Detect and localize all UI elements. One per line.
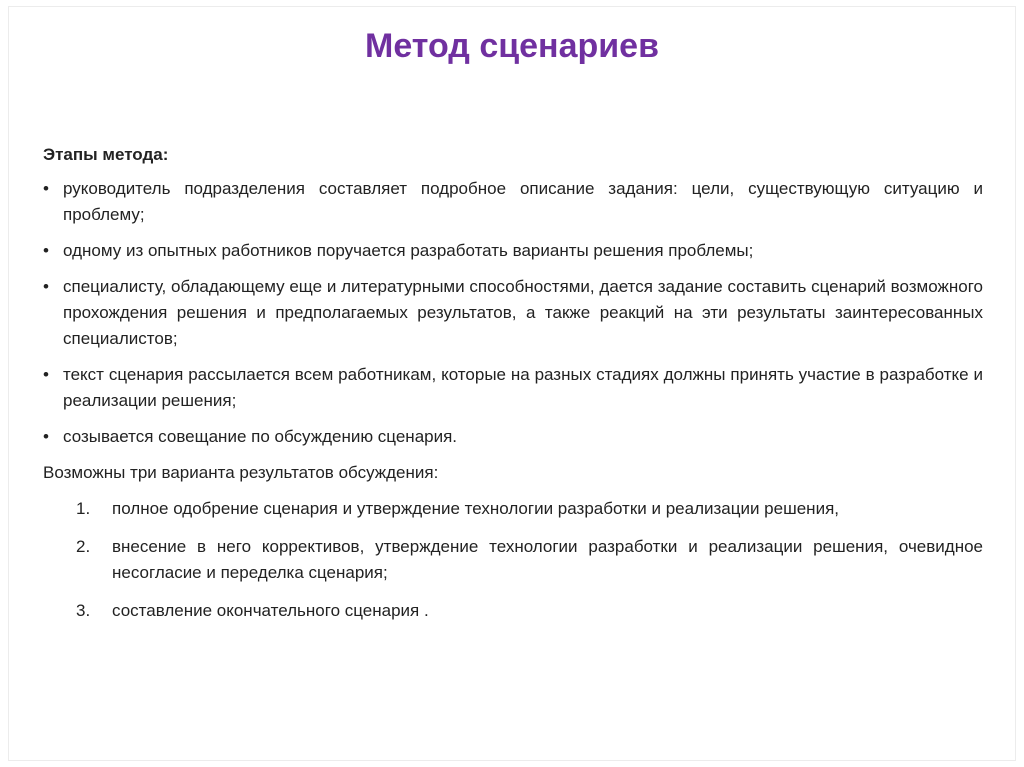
bullet-icon: • [43, 179, 49, 198]
numbered-item-text: полное одобрение сценария и утверждение технологии разработки и реализации решения, [112, 499, 839, 518]
slide-content [43, 142, 983, 636]
bullet-icon: • [43, 365, 49, 384]
numbered-item [43, 534, 983, 586]
slide-title: Метод сценариев [365, 27, 659, 65]
list-item-text: текст сценария рассылается всем работникам, которые на разных стадиях должны принять участие в разработке и реализации решения; [63, 365, 983, 410]
numbered-item-text: составление окончательного сценария . [112, 601, 429, 620]
bullet-icon: • [43, 277, 49, 296]
list-item-text: одному из опытных работников поручается разработать варианты решения проблемы; [63, 241, 754, 260]
list-item [43, 238, 983, 264]
list-item-text: руководитель подразделения составляет подробное описание задания: цели, существующую ситуацию и проблему; [63, 179, 983, 224]
numbered-item [43, 496, 983, 522]
numbered-item [43, 598, 983, 624]
bullet-icon: • [43, 427, 49, 446]
list-item [43, 362, 983, 414]
list-item [43, 176, 983, 228]
bullet-icon: • [43, 241, 49, 260]
list-item-text: созывается совещание по обсуждению сценария. [63, 427, 458, 446]
list-item-text: специалисту, обладающему еще и литературными способностями, дается задание составить сценарий возможного прохождения решения и предполагаемых результатов, а также реакций на эти результаты заинтересованных специалистов; [63, 277, 983, 348]
item-number: 3. [76, 601, 91, 620]
stages-list [43, 176, 983, 450]
list-item [43, 274, 983, 352]
section-heading: Этапы метода: [43, 145, 169, 164]
item-number: 1. [76, 499, 91, 518]
list-item [43, 424, 983, 450]
results-intro: Возможны три варианта результатов обсуждения: [43, 463, 439, 482]
numbered-item-text: внесение в него коррективов, утверждение технологии разработки и реализации решения, очевидное несогласие и переделка сценария; [112, 537, 983, 582]
results-list [43, 496, 983, 624]
item-number: 2. [76, 537, 91, 556]
